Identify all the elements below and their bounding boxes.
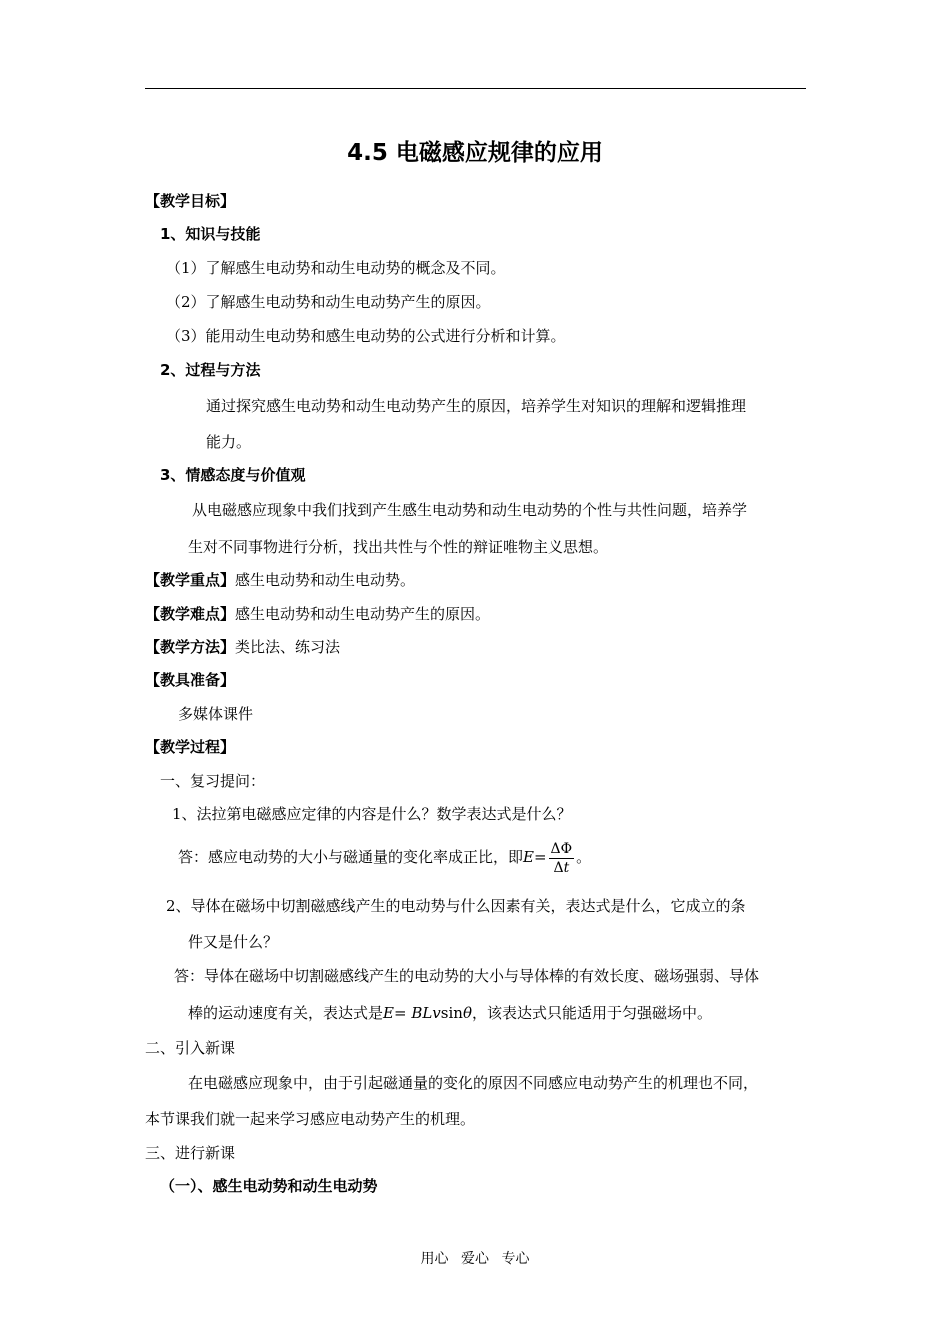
process-heading: 2、过程与方法 (160, 361, 261, 379)
formula2-sin: sin (440, 1004, 463, 1022)
knowledge-item-2: （2）了解感生电动势和动生电动势产生的原因。 (166, 293, 491, 311)
emotion-text-line2: 生对不同事物进行分析，找出共性与个性的辩证唯物主义思想。 (188, 538, 609, 556)
intro-line1: 在电磁感应现象中，由于引起磁通量的变化的原因不同感应电动势产生的机理也不同， (188, 1074, 759, 1092)
answer-2-line1: 答：导体在磁场中切割磁感线产生的电动势的大小与导体棒的有效长度、磁场强弱、导体 (174, 967, 760, 985)
knowledge-item-3: （3）能用动生电动势和感生电动势的公式进行分析和计算。 (166, 327, 566, 345)
objectives-heading: 【教学目标】 (145, 192, 236, 210)
time-symbol: t (563, 859, 570, 876)
formula2-equals: = (393, 1004, 412, 1022)
formula2-theta: θ (462, 1004, 472, 1022)
question-2-line2: 件又是什么？ (188, 933, 279, 951)
tools-text: 多媒体课件 (178, 705, 254, 723)
method-row (145, 637, 340, 657)
flux-rate-fraction (549, 840, 575, 877)
emotion-text-line1: 从电磁感应现象中我们找到产生感生电动势和动生电动势的个性与共性问题，培养学 (192, 501, 748, 519)
emotion-heading: 3、情感态度与价值观 (160, 466, 306, 484)
difficulty-label: 【教学难点】 (145, 605, 236, 623)
review-heading: 一、复习提问： (160, 772, 266, 790)
answer-2-pre: 棒的运动速度有关，表达式是 (188, 1004, 384, 1022)
intro-line2: 本节课我们就一起来学习感应电动势产生的机理。 (145, 1110, 476, 1128)
answer-1-text: 答：感应电动势的大小与磁通量的变化率成正比，即 (178, 848, 524, 866)
process-text-line2: 能力。 (206, 433, 252, 451)
new-lesson-heading: 三、进行新课 (145, 1144, 236, 1162)
header-rule (145, 88, 806, 89)
formula-e: E (523, 848, 534, 866)
method-text: 类比法、练习法 (235, 638, 341, 656)
answer-2-post: ，该表达式只能适用于匀强磁场中。 (471, 1004, 712, 1022)
teaching-process-heading: 【教学过程】 (145, 738, 236, 756)
answer-1-end: 。 (576, 848, 592, 866)
intro-heading: 二、引入新课 (145, 1039, 236, 1057)
page-title: 4.5 电磁感应规律的应用 (347, 140, 603, 166)
question-2-line1: 2、导体在磁场中切割磁感线产生的电动势与什么因素有关，表达式是什么，它成立的条 (166, 897, 746, 915)
key-point-text: 感生电动势和动生电动势。 (235, 571, 416, 589)
formula2-blv: BLv (411, 1004, 441, 1022)
process-text-line1: 通过探究感生电动势和动生电动势产生的原因，培养学生对知识的理解和逻辑推理 (206, 397, 747, 415)
knowledge-item-1: （1）了解感生电动势和动生电动势的概念及不同。 (166, 259, 506, 277)
difficulty-text: 感生电动势和动生电动势产生的原因。 (235, 605, 491, 623)
difficulty-row (145, 604, 490, 624)
key-point-row (145, 570, 415, 590)
fraction-numerator: ΔΦ (550, 840, 573, 857)
answer-1 (178, 837, 591, 877)
answer-2-line2 (188, 1003, 712, 1023)
tools-heading: 【教具准备】 (145, 671, 236, 689)
method-label: 【教学方法】 (145, 638, 236, 656)
knowledge-heading: 1、知识与技能 (160, 225, 261, 243)
subsection-heading: （一）、感生电动势和动生电动势 (160, 1177, 378, 1195)
formula-equals: = (533, 848, 547, 866)
page-footer: 用心 爱心 专心 (420, 1251, 530, 1267)
fraction-denominator (549, 859, 575, 877)
key-point-label: 【教学重点】 (145, 571, 236, 589)
delta-symbol: Δ (553, 859, 564, 876)
question-1: 1、法拉第电磁感应定律的内容是什么？数学表达式是什么？ (172, 805, 572, 823)
formula2-e: E (383, 1004, 394, 1022)
